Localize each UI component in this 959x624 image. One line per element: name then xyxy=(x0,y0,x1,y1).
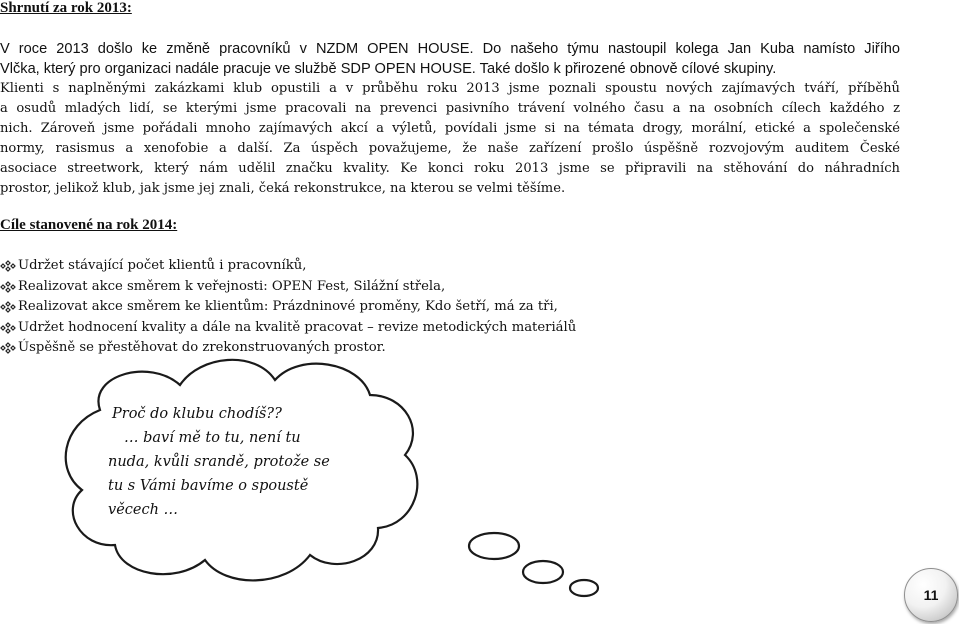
page-number-badge: 11 xyxy=(904,568,958,622)
cloud-line: Proč do klubu chodíš?? xyxy=(112,406,282,422)
cloud-line: nuda, kvůli srandě, protože se xyxy=(108,454,330,470)
cloud-line: … baví mě to tu, není tu xyxy=(124,430,301,446)
goal-text: Úspěšně se přestěhovat do zrekonstruovaných prostor. xyxy=(18,340,386,355)
text-line: Klienti s naplněnými zakázkami klub opustili a v průběhu roku 2013 jsme poznali spoustu nových zajímavých tváří, příběhů xyxy=(0,81,900,96)
text-line: Vlčka, který pro organizaci nadále pracuje ve službě SDP OPEN HOUSE. Také došlo k přirozené obnově cílové skupiny. xyxy=(0,61,777,77)
text-line: a osudů mladých lidí, se kterými jsme pracovali na prevenci pasivního trávení volného času a na osobních cílech každého z xyxy=(0,101,900,116)
thought-bubble-large xyxy=(469,533,519,559)
goal-text: Realizovat akce směrem ke klientům: Prázdninové proměny, Kdo šetří, má za tři, xyxy=(18,299,558,314)
cloud-text xyxy=(108,402,330,522)
goal-text: Udržet stávající počet klientů i pracovníků, xyxy=(18,258,307,273)
text-line: normy, rasismus a xenofobie a další. Za úspěch považujeme, že naše zařízení prošlo úspěšně rozvojovým auditem České xyxy=(0,141,900,156)
thought-bubble-small xyxy=(570,580,598,596)
goal-text: Udržet hodnocení kvality a dále na kvalitě pracovat – revize metodických materiálů xyxy=(18,319,577,335)
cloud-line: věcech … xyxy=(108,502,179,518)
text-line: V roce 2013 došlo ke změně pracovníků v NZDM OPEN HOUSE. Do našeho týmu nastoupil kolega Jan Kuba namísto Jiřího xyxy=(0,41,900,57)
text-line: nich. Zároveň jsme pořádali mnoho zajímavých akcí a výletů, povídali jsme si na témata drogy, morální, etické a společenské xyxy=(0,121,900,136)
goals-heading: Cíle stanovené na rok 2014: xyxy=(0,217,178,233)
goal-text: Realizovat akce směrem k veřejnosti: OPEN Fest, Silážní střela, xyxy=(18,278,446,294)
cloud-line: tu s Vámi bavíme o spoustě xyxy=(108,478,309,494)
summary-heading: Shrnutí za rok 2013: xyxy=(0,0,132,16)
text-line: asociace streetwork, který nám udělil značku kvality. Ke konci roku 2013 jsme se připravili na stěhování do náhradních xyxy=(0,161,900,176)
thought-bubble-medium xyxy=(523,561,563,583)
text-line: prostor, jelikož klub, jak jsme jej znali, čeká rekonstrukce, na kterou se velmi těšíme. xyxy=(0,181,566,196)
